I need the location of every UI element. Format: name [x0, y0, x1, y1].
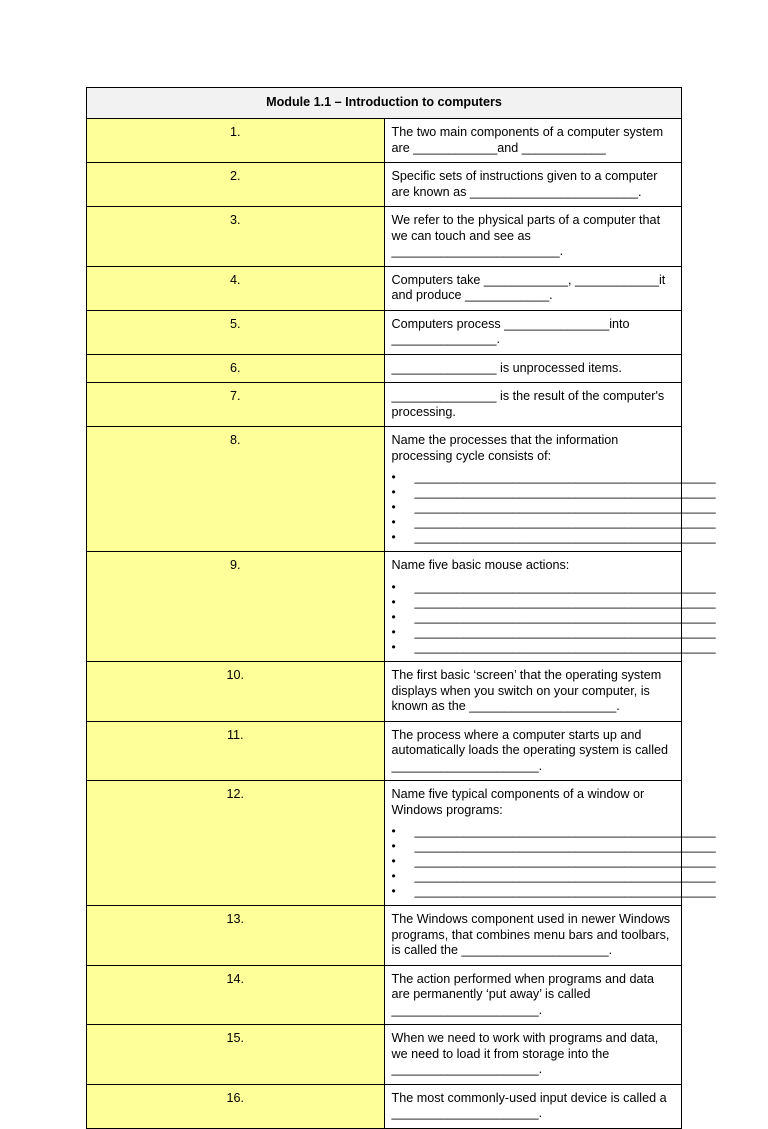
- answer-blank: • ___________________________________________: [392, 515, 676, 530]
- answer-blank: • ___________________________________________: [392, 485, 676, 500]
- question-row: [87, 781, 682, 906]
- answer-list: [392, 470, 716, 545]
- answer-blank: • ___________________________________________: [392, 824, 676, 839]
- question-text: The process where a computer starts up and automatically loads the operating system is called _____________________.: [384, 721, 682, 781]
- question-number: 6.: [87, 354, 385, 383]
- answer-blank: • ___________________________________________: [392, 839, 676, 854]
- question-row: [87, 383, 682, 427]
- question-text: Specific sets of instructions given to a computer are known as ________________________.: [384, 163, 682, 207]
- question-text: We refer to the physical parts of a computer that we can touch and see as ________________________.: [384, 207, 682, 267]
- question-row: [87, 354, 682, 383]
- answer-blank: • ___________________________________________: [392, 580, 676, 595]
- question-number: 13.: [87, 906, 385, 966]
- question-row: [87, 163, 682, 207]
- answer-blank: • ___________________________________________: [392, 640, 676, 655]
- question-text: Computers take ____________, ____________it and produce ____________.: [384, 266, 682, 310]
- question-text: Name five typical components of a window or Windows programs:: [391, 787, 645, 817]
- question-cell: [384, 552, 716, 662]
- question-row: [87, 427, 682, 552]
- question-text: Name the processes that the information processing cycle consists of:: [391, 433, 619, 463]
- answer-blank: • ___________________________________________: [392, 884, 676, 899]
- question-text: Name five basic mouse actions:: [391, 558, 570, 572]
- question-number: 11.: [87, 721, 385, 781]
- worksheet-title: Module 1.1 – Introduction to computers: [87, 88, 682, 119]
- question-number: 5.: [87, 310, 385, 354]
- answer-blank: • ___________________________________________: [392, 610, 676, 625]
- question-number: 7.: [87, 383, 385, 427]
- title-row: [87, 88, 682, 119]
- answer-blank: • ___________________________________________: [392, 595, 676, 610]
- question-text: _______________ is unprocessed items.: [384, 354, 682, 383]
- question-row: [87, 552, 682, 662]
- answer-list: [392, 579, 716, 655]
- question-text: The most commonly-used input device is called a _____________________.: [384, 1084, 682, 1128]
- question-row: [87, 662, 682, 722]
- question-row: [87, 207, 682, 267]
- question-row: [87, 721, 682, 781]
- question-text: Computers process _______________into _______________.: [384, 310, 682, 354]
- question-number: 10.: [87, 662, 385, 722]
- question-number: 15.: [87, 1025, 385, 1085]
- answer-blank: • ___________________________________________: [392, 625, 676, 640]
- answer-blank: • ___________________________________________: [392, 854, 676, 869]
- question-text: The two main components of a computer system are ____________and ____________: [384, 119, 682, 163]
- question-number: 8.: [87, 427, 385, 552]
- question-number: 9.: [87, 552, 385, 662]
- worksheet-table: [86, 87, 716, 1129]
- question-text: The first basic ‘screen’ that the operating system displays when you switch on your computer, is known as the _____________________.: [384, 662, 682, 722]
- answer-blank: • ___________________________________________: [392, 470, 676, 485]
- question-text: When we need to work with programs and data, we need to load it from storage into the _____________________.: [384, 1025, 682, 1085]
- question-number: 3.: [87, 207, 385, 267]
- question-row: [87, 310, 682, 354]
- question-row: [87, 266, 682, 310]
- answer-list: [392, 824, 716, 899]
- question-row: [87, 119, 682, 163]
- question-row: [87, 906, 682, 966]
- question-cell: [384, 781, 716, 906]
- question-row: [87, 965, 682, 1025]
- question-text: _______________ is the result of the computer's processing.: [384, 383, 682, 427]
- question-number: 16.: [87, 1084, 385, 1128]
- question-number: 14.: [87, 965, 385, 1025]
- question-number: 4.: [87, 266, 385, 310]
- question-number: 2.: [87, 163, 385, 207]
- question-row: [87, 1084, 682, 1128]
- answer-blank: • ___________________________________________: [392, 500, 676, 515]
- question-cell: [384, 427, 716, 552]
- answer-blank: • ___________________________________________: [392, 869, 676, 884]
- question-row: [87, 1025, 682, 1085]
- question-number: 12.: [87, 781, 385, 906]
- answer-blank: • ___________________________________________: [392, 530, 676, 545]
- question-number: 1.: [87, 119, 385, 163]
- question-text: The Windows component used in newer Windows programs, that combines menu bars and toolbars, is called the _____________________.: [384, 906, 682, 966]
- question-text: The action performed when programs and data are permanently ‘put away’ is called _____________________.: [384, 965, 682, 1025]
